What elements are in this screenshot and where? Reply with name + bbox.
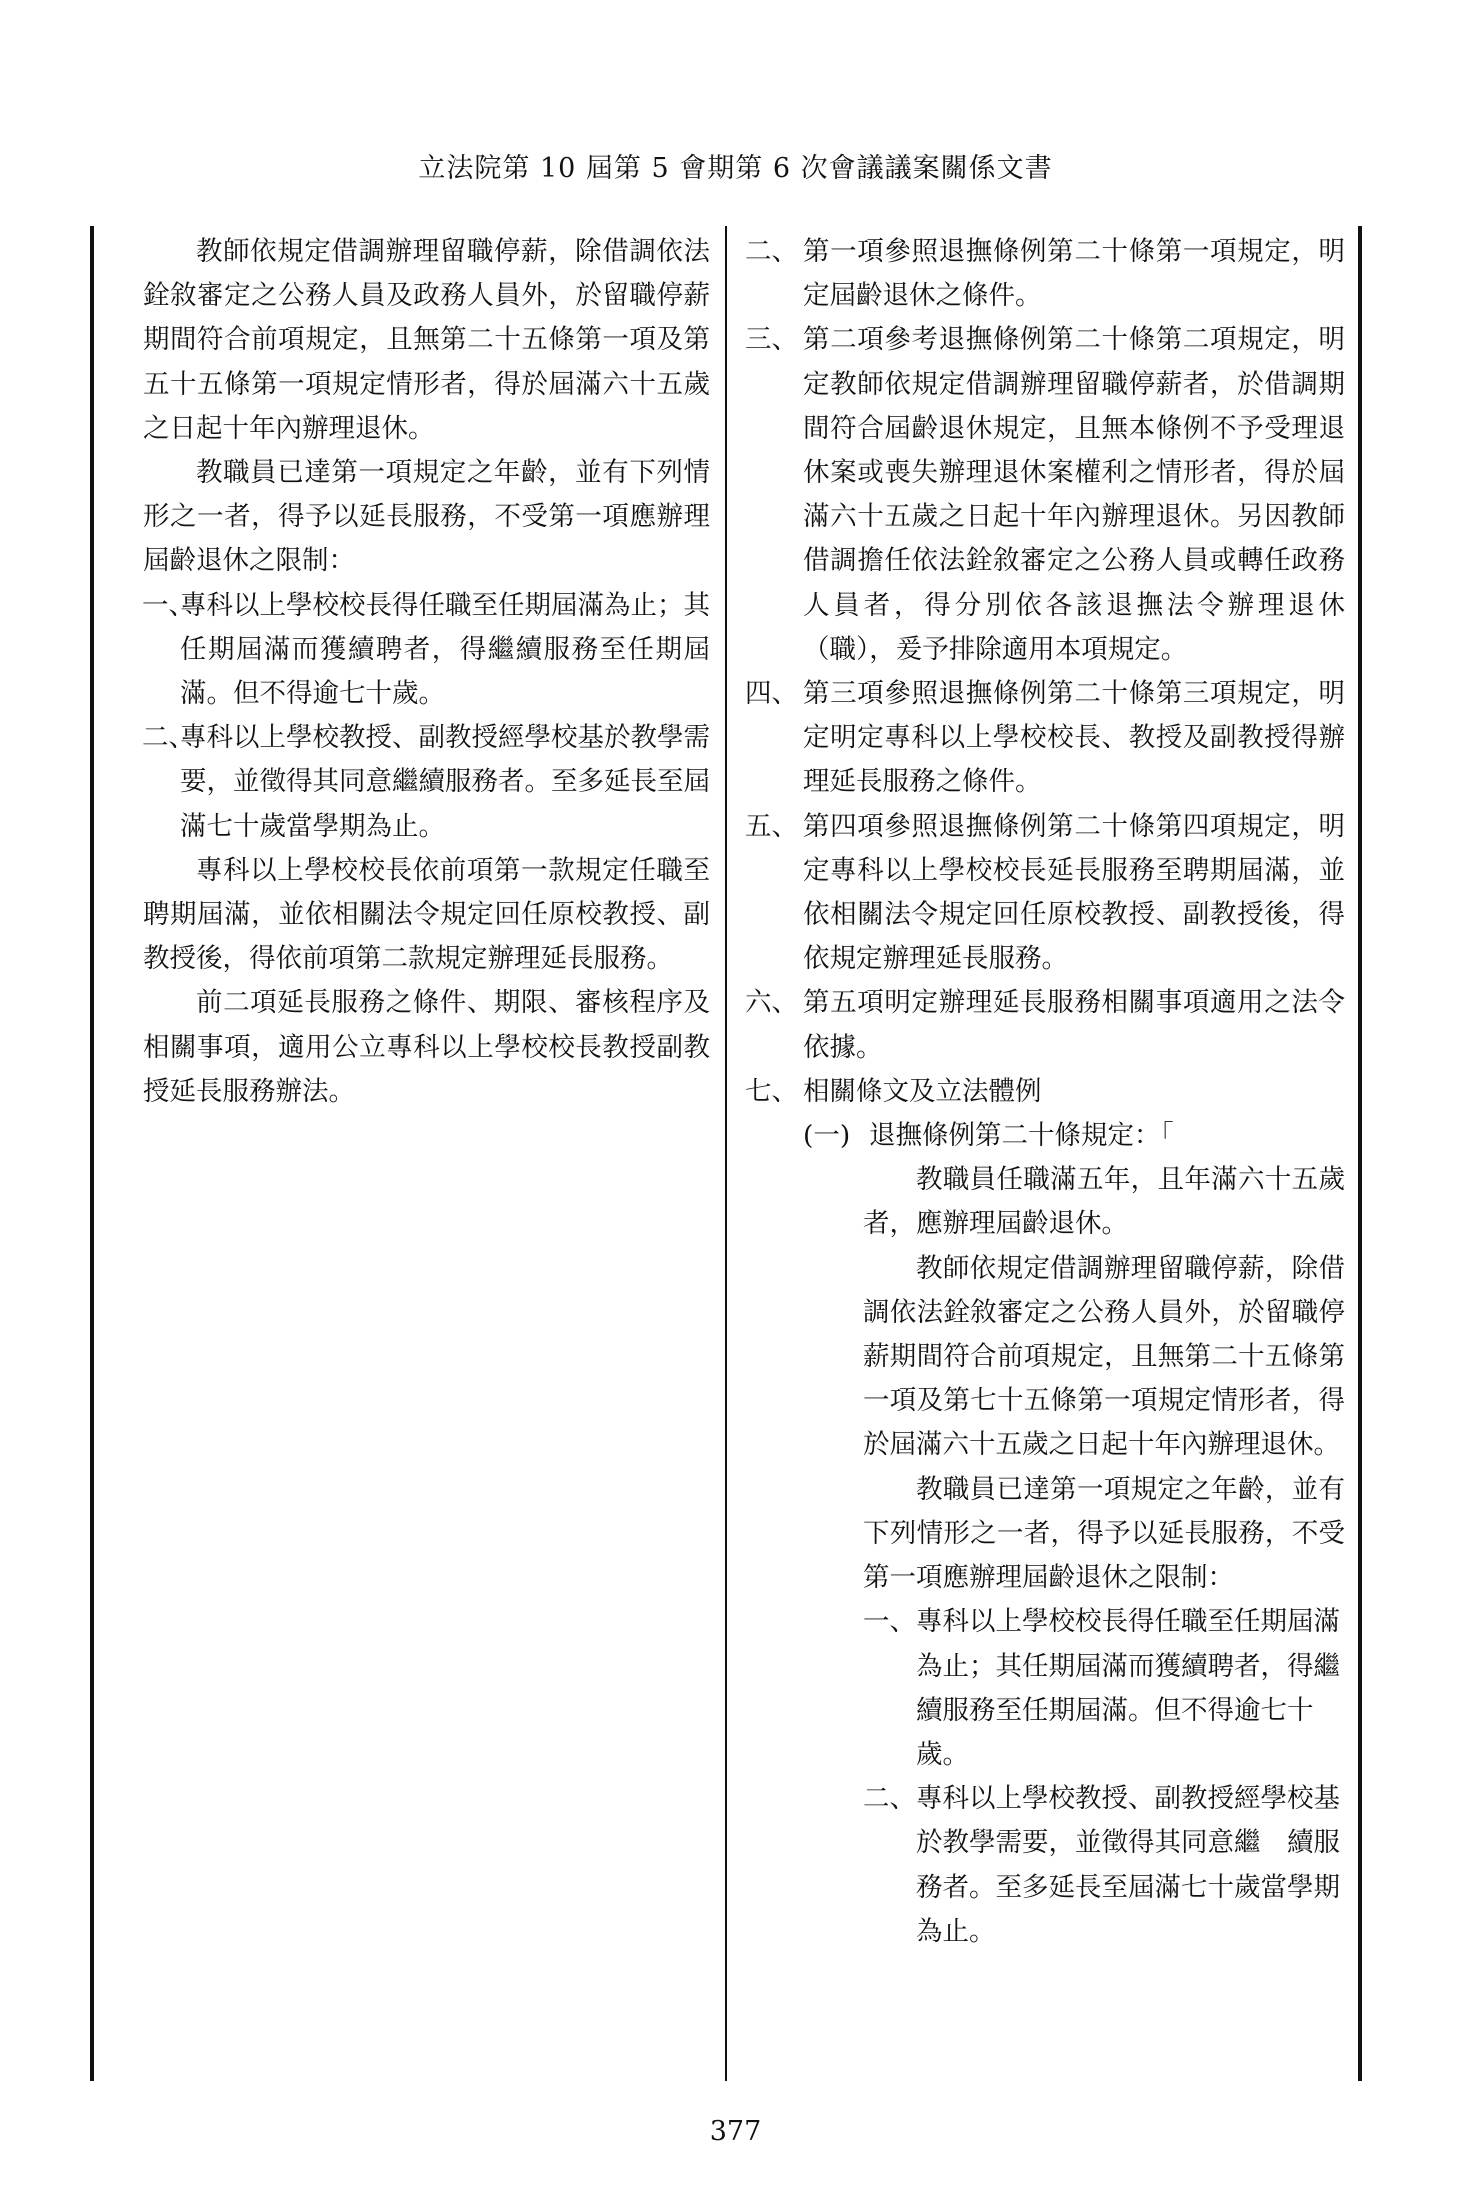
- quoted-paragraph: 教職員任職滿五年，且年滿六十五歲者，應辦理屆齡退休。: [863, 1164, 1345, 1240]
- right-border-line: [1358, 226, 1362, 2081]
- list-item: [143, 584, 710, 717]
- quoted-list-marker: 二、: [863, 1783, 916, 1815]
- item-text: 第一項參照退撫條例第二十條第一項規定，明定屆齡退休之條件。: [803, 236, 1345, 312]
- column-divider-line: [725, 226, 727, 2081]
- item-text: 相關條文及立法體例: [803, 1075, 1042, 1107]
- left-border-line: [90, 226, 94, 2081]
- document-header: 立法院第 10 屆第 5 會期第 6 次會議議案關係文書: [418, 153, 1053, 184]
- quoted-paragraph: 教師依規定借調辦理留職停薪，除借調依法銓敘審定之公務人員外，於留職停薪期間符合前項規定，且無第二十五條第一項及第七十五條第一項規定情形者，得於屆滿六十五歲之日起十年內辦理退休。: [863, 1252, 1345, 1461]
- item-text: 第四項參照退撫條例第二十條第四項規定，明定專科以上學校校長延長服務至聘期屆滿，並依相關法令規定回任原校教授、副教授後，得依規定辦理延長服務。: [803, 810, 1345, 975]
- item-marker: 三、: [745, 324, 798, 356]
- explanation-item: [745, 1070, 1345, 1114]
- item-marker: 五、: [745, 810, 798, 842]
- quoted-paragraph: 教職員已達第一項規定之年齡，並有下列情形之一者，得予以延長服務，不受第一項應辦理屆齡退休之限制：: [863, 1473, 1345, 1594]
- sub-item: [803, 1114, 1345, 1158]
- paragraph: 前二項延長服務之條件、期限、審核程序及相關事項，適用公立專科以上學校校長教授副教授延長服務辦法。: [143, 987, 710, 1107]
- sub-item-text: 退撫條例第二十條規定：「: [869, 1120, 1174, 1152]
- page-number: 377: [709, 2116, 762, 2147]
- paragraph: 教師依規定借調辦理留職停薪，除借調依法銓敘審定之公務人員及政務人員外，於留職停薪期間符合前項規定，且無第二十五條第一項及第五十五條第一項規定情形者，得於屆滿六十五歲之日起十年內辦理退休。: [143, 236, 710, 444]
- explanation-item: [745, 672, 1345, 805]
- item-text: 第二項參考退撫條例第二十條第二項規定，明定教師依規定借調辦理留職停薪者，於借調期間符合屆齡退休規定，且無本條例不予受理退休案或喪失辦理退休案權利之情形者，得於屆滿六十五歲之日起十年內辦理退休。另因教師借調擔任依法銓敘審定之公務人員或轉任政務人員者，得分別依各該退撫法令辦理退休（職），爰予排除適用本項規定。: [803, 324, 1345, 665]
- explanation-item: [745, 318, 1345, 672]
- quoted-article: [863, 1158, 1345, 1600]
- paragraph: 專科以上學校校長依前項第一款規定任職至聘期屆滿，並依相關法令規定回任原校教授、副教授後，得依前項第二款規定辦理延長服務。: [143, 854, 710, 975]
- left-column: [143, 230, 710, 1114]
- item-marker: 七、: [745, 1075, 798, 1107]
- explanation-item: [745, 981, 1345, 1069]
- list-item: [143, 716, 710, 849]
- paragraph: 教職員已達第一項規定之年齡，並有下列情形之一者，得予以延長服務，不受第一項應辦理屆齡退休之限制：: [143, 457, 710, 577]
- quoted-list-marker: 一、: [863, 1606, 916, 1638]
- quoted-list-text: 專科以上學校校長得任職至任期屆滿為止；其任期屆滿而獲續聘者，得繼續服務至任期屆滿。但不得逾七十歲。: [916, 1606, 1340, 1770]
- right-column: [745, 230, 1345, 1954]
- item-text: 第五項明定辦理延長服務相關事項適用之法令依據。: [803, 987, 1345, 1063]
- item-marker: 四、: [745, 678, 798, 710]
- list-text: 專科以上學校教授、副教授經學校基於教學需要，並徵得其同意繼續服務者。至多延長至屆滿七十歲當學期為止。: [180, 722, 710, 842]
- list-text: 專科以上學校校長得任職至任期屆滿為止；其任期屆滿而獲續聘者，得繼續服務至任期屆滿。但不得逾七十歲。: [180, 589, 710, 710]
- sub-item-marker: (一): [803, 1120, 851, 1152]
- item-text: 第三項參照退撫條例第二十條第三項規定，明定明定專科以上學校校長、教授及副教授得辦理延長服務之條件。: [803, 678, 1345, 798]
- explanation-item: [745, 805, 1345, 982]
- list-marker: 一、: [142, 589, 195, 621]
- list-marker: 二、: [142, 722, 195, 754]
- quoted-list-text: 專科以上學校教授、副教授經學校基於教學需要，並徵得其同意繼 續服務者。至多延長至屆滿七十歲當學期為止。: [916, 1783, 1340, 1947]
- quoted-list-item: [863, 1777, 1345, 1954]
- quoted-list-item: [863, 1600, 1345, 1777]
- item-marker: 六、: [745, 987, 798, 1019]
- item-marker: 二、: [745, 236, 798, 267]
- explanation-item: [745, 230, 1345, 318]
